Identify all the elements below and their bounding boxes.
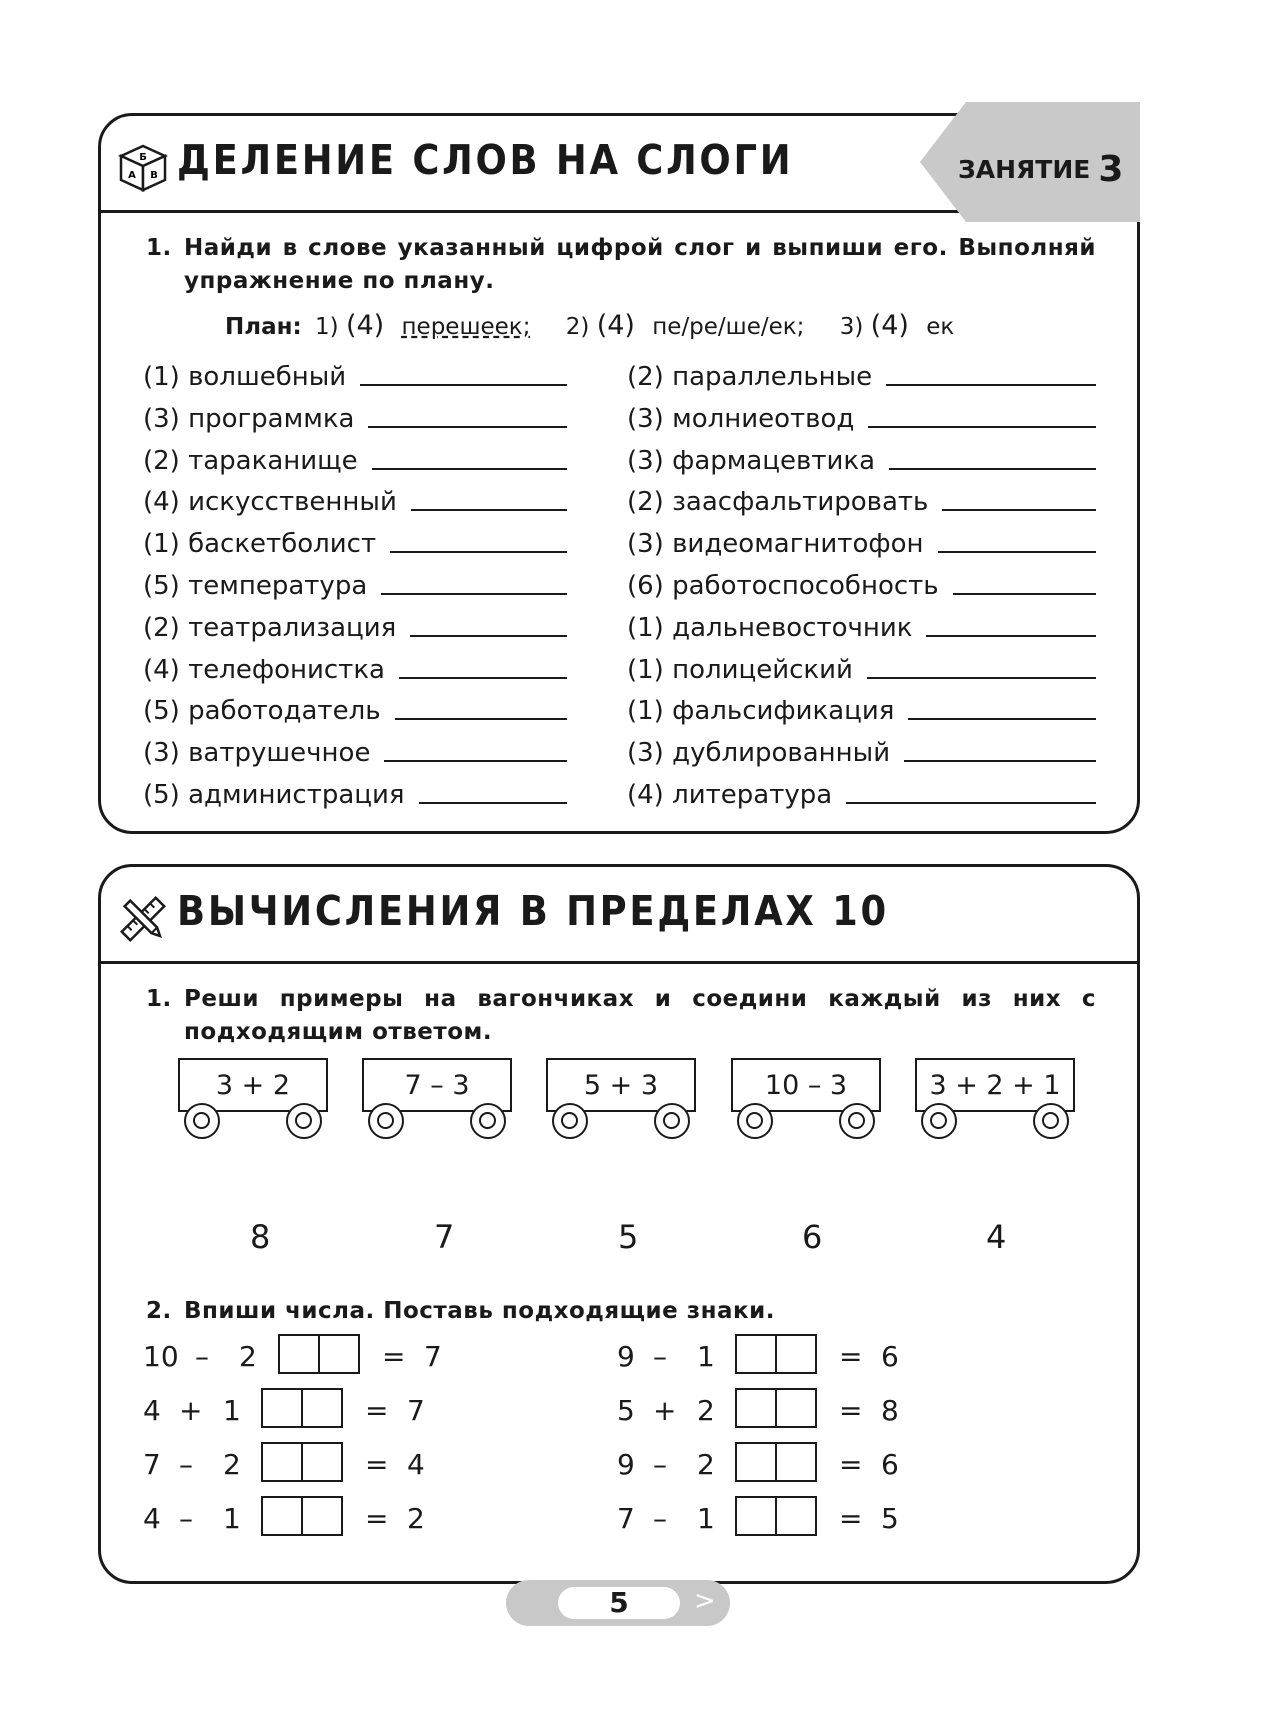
answer-blank[interactable]	[886, 383, 1096, 386]
task1-instruction: 1. Реши примеры на вагончиках и соедини каждый из них с подходящим ответом.	[146, 986, 1096, 1045]
lesson-number: 3	[1098, 149, 1124, 190]
operand: 2	[239, 1340, 257, 1373]
word-row	[627, 394, 1096, 434]
word-label: (5) администрация	[143, 780, 405, 810]
word-row	[627, 728, 1096, 768]
word-label: (6) работоспособность	[627, 571, 939, 601]
answer-box[interactable]	[261, 1442, 343, 1482]
operator: –	[179, 1448, 193, 1481]
answer-blank[interactable]	[410, 634, 567, 637]
word-row	[627, 770, 1096, 810]
wagon-expression: 5 + 3	[546, 1058, 696, 1112]
answer-box[interactable]	[261, 1496, 343, 1536]
answer-box[interactable]	[278, 1334, 360, 1374]
section-header	[101, 867, 1137, 964]
svg-text:Б: Б	[139, 152, 147, 163]
word-label: (2) тараканище	[143, 445, 358, 476]
answer-box[interactable]	[735, 1334, 817, 1374]
word-label: (3) дублированный	[627, 738, 891, 769]
answer-blank[interactable]	[360, 383, 567, 386]
operand: 4	[143, 1394, 161, 1427]
equals-sign: =	[382, 1340, 406, 1373]
answer-blank[interactable]	[384, 759, 567, 762]
operand: 1	[697, 1340, 715, 1373]
answer-blank[interactable]	[368, 425, 567, 428]
operand: 2	[697, 1448, 715, 1481]
answer-blank[interactable]	[942, 508, 1096, 511]
svg-text:А: А	[128, 170, 136, 181]
answer-box[interactable]	[735, 1442, 817, 1482]
operand: 7	[143, 1448, 161, 1481]
operator: +	[653, 1394, 677, 1427]
word-row	[143, 436, 567, 476]
operand: 2	[223, 1448, 241, 1481]
task2-instruction: 2. Впиши числа. Поставь подходящие знаки.	[146, 1298, 776, 1324]
word-row	[143, 770, 567, 810]
task1-instruction: 1. Найди в слове указанный цифрой слог и выпиши его. Выполняй упражнение по плану.	[146, 235, 1096, 294]
word-label: (1) полицейский	[627, 654, 853, 685]
operator: –	[179, 1502, 193, 1535]
wagon-expression: 3 + 2 + 1	[915, 1058, 1075, 1112]
operator: –	[653, 1448, 667, 1481]
result: 7	[424, 1340, 442, 1373]
operator: –	[195, 1340, 209, 1373]
plan-line: План: 1) (4) перешеек; 2) (4) пе/ре/ше/ек; 3) (4) ек	[225, 310, 955, 341]
answer-number[interactable]: 7	[434, 1218, 455, 1256]
page-indicator	[506, 1580, 730, 1626]
answer-blank[interactable]	[399, 676, 567, 679]
word-label: (3) молниеотвод	[627, 403, 855, 434]
answer-number[interactable]: 4	[986, 1218, 1007, 1256]
operator: –	[653, 1340, 667, 1373]
word-row	[627, 561, 1096, 601]
word-row	[627, 686, 1096, 726]
result: 5	[881, 1502, 899, 1535]
letter-cube-icon	[115, 140, 171, 196]
result: 2	[407, 1502, 425, 1535]
word-label: (3) ватрушечное	[143, 738, 371, 769]
answer-blank[interactable]	[953, 592, 1096, 595]
operand: 2	[697, 1394, 715, 1427]
word-label: (3) видеомагнитофон	[627, 529, 924, 560]
wagon-wheel-icon	[1033, 1103, 1069, 1139]
result: 6	[881, 1448, 899, 1481]
answer-blank[interactable]	[904, 759, 1096, 762]
word-label: (5) температура	[143, 571, 368, 601]
word-row	[143, 561, 567, 601]
wagon-wheel-icon	[839, 1103, 875, 1139]
answer-blank[interactable]	[868, 425, 1096, 428]
answer-blank[interactable]	[372, 467, 567, 470]
svg-text:В: В	[150, 170, 158, 181]
word-label: (4) телефонистка	[143, 654, 385, 685]
answer-blank[interactable]	[411, 508, 567, 511]
section-title: ДЕЛЕНИЕ СЛОВ НА СЛОГИ	[177, 136, 794, 184]
word-row	[627, 477, 1096, 517]
answer-blank[interactable]	[926, 634, 1096, 637]
lesson-tab	[920, 102, 1140, 222]
answer-blank[interactable]	[395, 717, 567, 720]
operand: 4	[143, 1502, 161, 1535]
equals-sign: =	[365, 1448, 389, 1481]
word-label: (2) параллельные	[627, 362, 873, 392]
operator: –	[653, 1502, 667, 1535]
answer-blank[interactable]	[867, 676, 1096, 679]
result: 8	[881, 1394, 899, 1427]
lesson-label: ЗАНЯТИЕ 3	[958, 149, 1124, 190]
wagon-expression: 10 – 3	[731, 1058, 881, 1112]
word-label: (1) дальневосточник	[627, 612, 913, 643]
word-label: (3) программка	[143, 403, 355, 434]
word-row	[627, 436, 1096, 476]
pencil-ruler-icon	[115, 891, 171, 947]
equals-sign: =	[365, 1502, 389, 1535]
answer-box[interactable]	[261, 1388, 343, 1428]
word-label: (2) театрализация	[143, 612, 397, 643]
word-row	[143, 477, 567, 517]
word-row	[143, 645, 567, 685]
word-label: (2) заасфальтировать	[627, 487, 929, 518]
word-row	[627, 645, 1096, 685]
word-label: (1) баскетболист	[143, 529, 377, 560]
word-row	[143, 728, 567, 768]
operand: 7	[617, 1502, 635, 1535]
operand: 9	[617, 1340, 635, 1373]
word-label: (4) литература	[627, 780, 833, 810]
answer-blank[interactable]	[390, 550, 567, 553]
answer-blank[interactable]	[846, 801, 1096, 804]
equals-sign: =	[365, 1394, 389, 1427]
word-row	[143, 519, 567, 559]
word-row	[143, 352, 567, 392]
result: 6	[881, 1340, 899, 1373]
operand: 5	[617, 1394, 635, 1427]
word-label: (1) фальсификация	[627, 696, 895, 727]
word-label: (1) волшебный	[143, 362, 347, 392]
wagon-expression: 3 + 2	[178, 1058, 328, 1112]
wagon-expression: 7 – 3	[362, 1058, 512, 1112]
wagon-wheel-icon	[368, 1103, 404, 1139]
wagon-wheel-icon	[654, 1103, 690, 1139]
result: 4	[407, 1448, 425, 1481]
operator: +	[179, 1394, 203, 1427]
answer-number[interactable]: 8	[250, 1218, 271, 1256]
word-label: (5) работодатель	[143, 696, 381, 727]
equals-sign: =	[839, 1502, 863, 1535]
wagon-wheel-icon	[286, 1103, 322, 1139]
wagon-wheel-icon	[470, 1103, 506, 1139]
operand: 9	[617, 1448, 635, 1481]
answer-box[interactable]	[735, 1496, 817, 1536]
answer-blank[interactable]	[889, 467, 1096, 470]
operand: 1	[223, 1502, 241, 1535]
operand: 1	[223, 1394, 241, 1427]
word-label: (3) фармацевтика	[627, 445, 876, 476]
wagon-wheel-icon	[184, 1103, 220, 1139]
answer-number[interactable]: 6	[802, 1218, 823, 1256]
answer-blank[interactable]	[908, 717, 1096, 720]
page-number: 5	[558, 1587, 680, 1619]
word-row	[143, 603, 567, 643]
equals-sign: =	[839, 1340, 863, 1373]
equals-sign: =	[839, 1394, 863, 1427]
section-title: ВЫЧИСЛЕНИЯ В ПРЕДЕЛАХ 10	[177, 887, 889, 935]
word-row	[627, 603, 1096, 643]
answer-box[interactable]	[735, 1388, 817, 1428]
operand: 1	[697, 1502, 715, 1535]
equals-sign: =	[839, 1448, 863, 1481]
answer-blank[interactable]	[938, 550, 1097, 553]
answer-blank[interactable]	[419, 801, 567, 804]
word-row	[143, 394, 567, 434]
wagon-wheel-icon	[921, 1103, 957, 1139]
wagon-wheel-icon	[737, 1103, 773, 1139]
word-label: (4) искусственный	[143, 487, 397, 518]
word-row	[143, 686, 567, 726]
result: 7	[407, 1394, 425, 1427]
word-row	[627, 519, 1096, 559]
next-page-icon[interactable]: >	[694, 1586, 716, 1616]
operand: 10	[143, 1340, 179, 1373]
answer-number[interactable]: 5	[618, 1218, 639, 1256]
wagon-wheel-icon	[552, 1103, 588, 1139]
word-row	[627, 352, 1096, 392]
answer-blank[interactable]	[381, 592, 567, 595]
